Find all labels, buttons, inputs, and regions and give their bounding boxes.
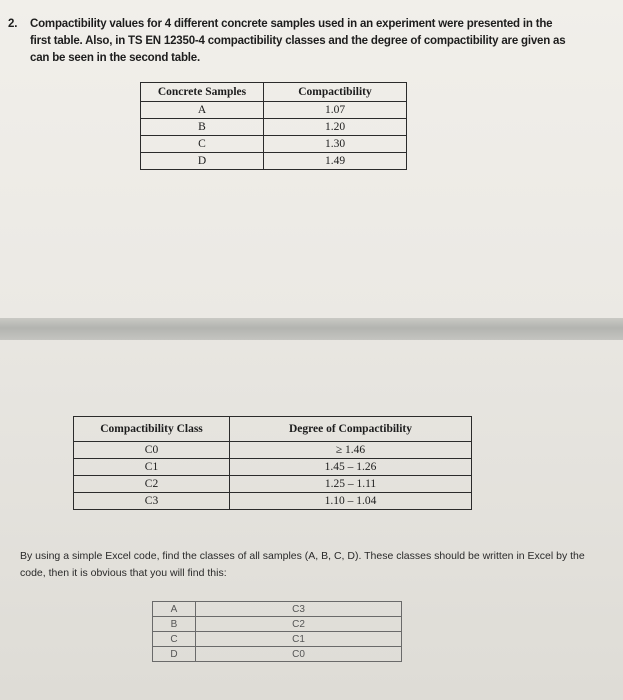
header-compactibility: Compactibility [264,83,407,102]
value-cell: 1.20 [264,119,407,136]
value-cell: 1.49 [264,153,407,170]
header-degree-of-compactibility: Degree of Compactibility [230,417,472,442]
sample-cell: B [153,617,196,632]
header-concrete-samples: Concrete Samples [141,83,264,102]
table-row [153,617,402,632]
range-cell: 1.10 – 1.04 [230,493,472,510]
range-cell: ≥ 1.46 [230,442,472,459]
question-number: 2. [8,18,18,30]
sample-cell: C [141,136,264,153]
result-table [152,601,402,662]
range-cell: 1.45 – 1.26 [230,459,472,476]
sample-cell: D [141,153,264,170]
sample-cell: D [153,647,196,662]
class-cell: C0 [74,442,230,459]
table-row [141,102,407,119]
classes-table [73,416,472,510]
sample-cell: C [153,632,196,647]
class-cell: C1 [196,632,402,647]
sample-cell: B [141,119,264,136]
sample-cell: A [153,602,196,617]
header-compactibility-class: Compactibility Class [74,417,230,442]
table-row [153,647,402,662]
table-row [141,153,407,170]
question-block [8,16,568,67]
instruction-text: By using a simple Excel code, find the classes of all samples (A, B, C, D). These classes should be written in Excel by the code, then it is obvious that you will find this: [20,550,585,579]
class-cell: C0 [196,647,402,662]
question-text: Compactibility values for 4 different concrete samples used in an experiment were presented in the first table. Also, in TS EN 12350-4 compactibility classes and the degree of compactibility are given as can be seen in the second table. [30,18,566,64]
sample-cell: A [141,102,264,119]
class-cell: C2 [196,617,402,632]
table-row [153,632,402,647]
value-cell: 1.07 [264,102,407,119]
table-row [74,493,472,510]
page-divider [0,318,623,340]
range-cell: 1.25 – 1.11 [230,476,472,493]
table-row [74,442,472,459]
table-row [74,476,472,493]
table-row [153,602,402,617]
class-cell: C1 [74,459,230,476]
table-row [74,459,472,476]
value-cell: 1.30 [264,136,407,153]
table-header-row [74,417,472,442]
class-cell: C3 [74,493,230,510]
samples-table [140,82,407,170]
table-row [141,136,407,153]
table-row [141,119,407,136]
class-cell: C2 [74,476,230,493]
class-cell: C3 [196,602,402,617]
table-header-row [141,83,407,102]
